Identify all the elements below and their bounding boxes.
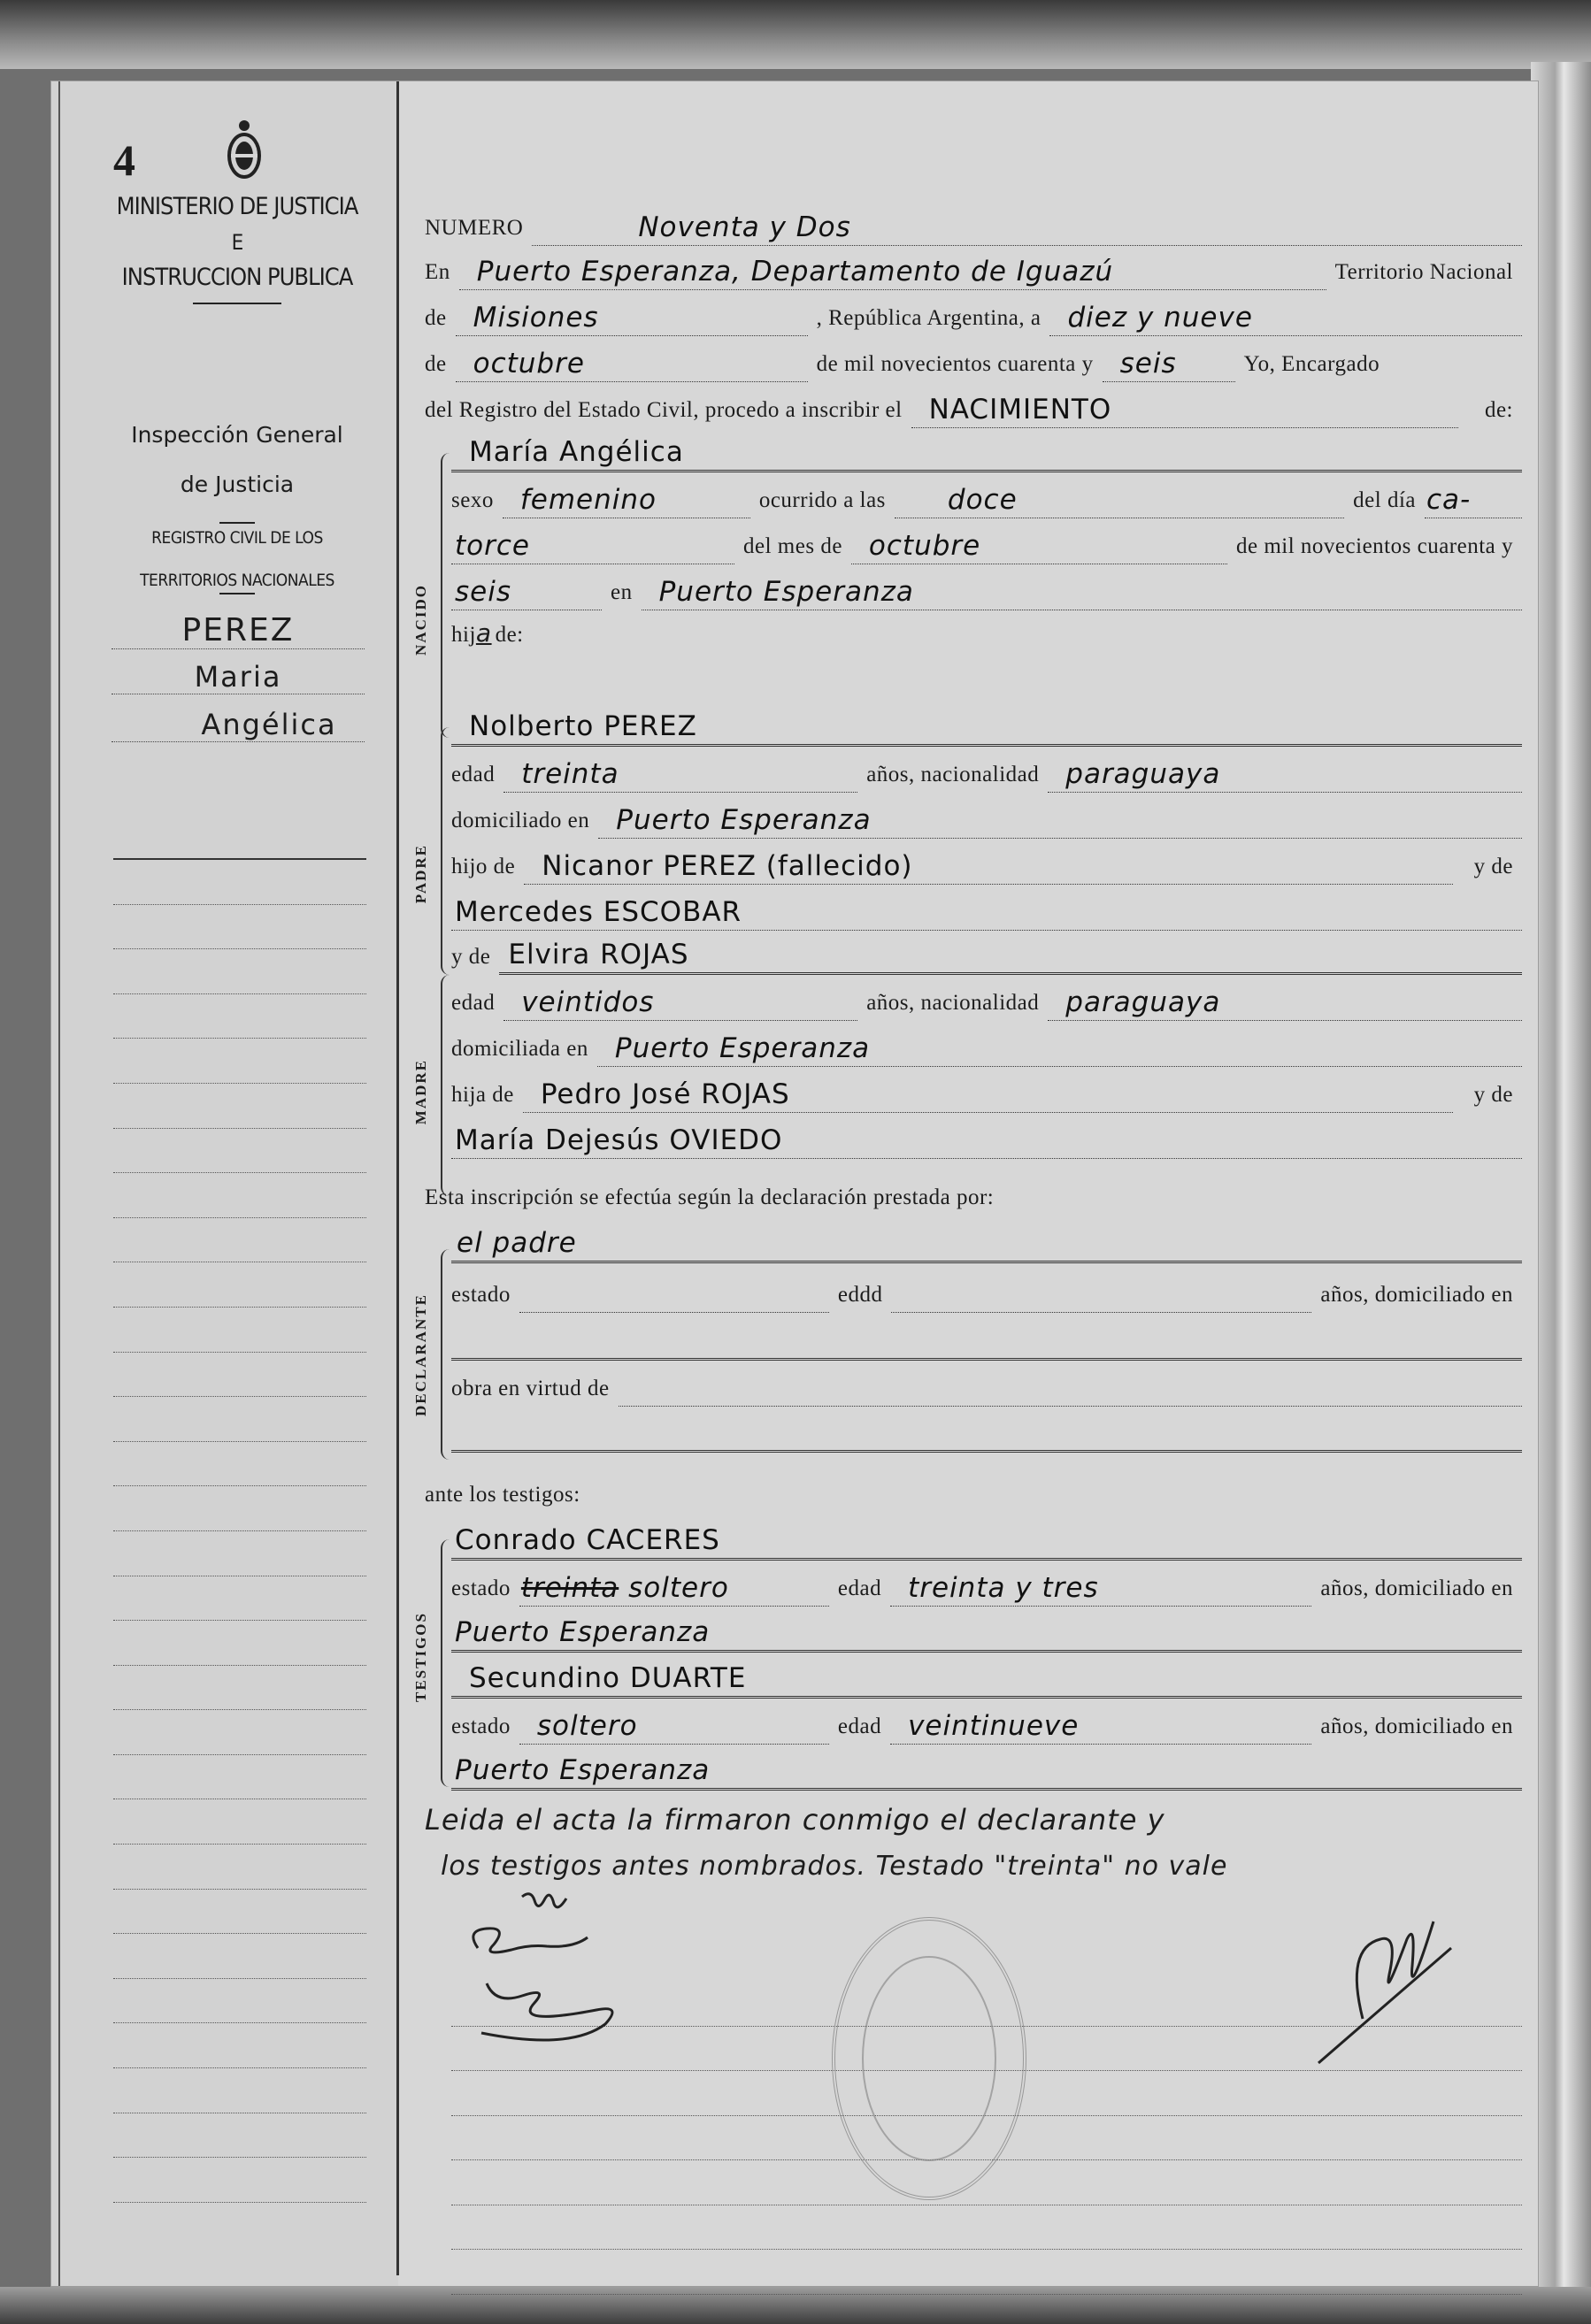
row-testigo2-estado	[425, 1704, 1522, 1745]
testigo2-estado-field[interactable]	[519, 1704, 829, 1745]
row-madre-edad	[425, 980, 1522, 1021]
ministry-line: MINISTERIO DE JUSTICIA	[116, 193, 358, 220]
row-padre-hijo-de	[425, 844, 1522, 885]
testigo2-edad-field[interactable]	[890, 1704, 1311, 1745]
en-label: En	[425, 260, 450, 284]
testigo1-domicilio-field[interactable]	[451, 1612, 1522, 1653]
dia-field-b[interactable]	[451, 524, 734, 564]
estado-label: estado	[451, 1576, 511, 1600]
hij-prefix: hij	[451, 623, 476, 647]
madre-domicilio-field[interactable]	[597, 1026, 1522, 1067]
margin-given-name-1: Maria	[111, 660, 365, 694]
row-mes-nac	[425, 524, 1522, 564]
en-lower-label: en	[611, 580, 633, 604]
madre-padre-field[interactable]	[523, 1072, 1453, 1113]
testigo2-nombre-field[interactable]	[451, 1658, 1522, 1699]
row-lugar	[425, 249, 1522, 290]
padre-domicilio-field[interactable]	[598, 798, 1522, 839]
row-inscripcion	[425, 1175, 1522, 1216]
row-testigo2-domicilio	[425, 1750, 1522, 1791]
testigo2-domicilio-field[interactable]	[451, 1750, 1522, 1791]
signatures-witnesses-icon	[451, 1886, 628, 2054]
padre-madre-value: Mercedes ESCOBAR	[455, 896, 742, 928]
testigo1-estado-field[interactable]	[519, 1566, 829, 1607]
row-sexo	[425, 478, 1522, 518]
official-seal-inner-ring	[862, 1956, 996, 2161]
mes-inscripcion-value: octubre	[473, 348, 585, 380]
madre-padre-value: Pedro José ROJAS	[540, 1078, 790, 1110]
edad-label: edad	[451, 991, 496, 1015]
dia-value-b: torce	[455, 530, 530, 562]
ministry-heading	[104, 189, 370, 313]
madre-nacionalidad-field[interactable]	[1048, 980, 1522, 1021]
yo-encargado-label: Yo, Encargado	[1243, 352, 1380, 376]
padre-padre-value: Nicanor PEREZ (fallecido)	[542, 850, 913, 882]
row-testigo1-estado	[425, 1566, 1522, 1607]
numero-value: Noventa y Dos	[638, 211, 851, 243]
declarante-value: el padre	[457, 1227, 577, 1259]
estado-label: estado	[451, 1714, 511, 1738]
y-de-label: y de	[1473, 1083, 1513, 1107]
row-ante-testigos	[425, 1472, 1522, 1513]
dia-value-a: ca-	[1426, 484, 1472, 516]
dia-inscripcion-value: diez y nueve	[1067, 302, 1253, 334]
inspeccion-line: Inspección General	[131, 422, 343, 448]
edad-label: edad	[451, 763, 496, 786]
mes-inscripcion-field[interactable]	[456, 341, 808, 382]
section-label-padre: PADRE	[412, 844, 429, 904]
row-padre-madre	[425, 890, 1522, 931]
row-declarante-estado	[425, 1272, 1522, 1313]
nacido-nombre-value: María Angélica	[469, 436, 684, 468]
madre-nombre-field[interactable]	[499, 934, 1522, 975]
coat-of-arms-icon	[224, 119, 265, 182]
madre-madre-value: María Dejesús OVIEDO	[455, 1124, 783, 1156]
anio-nac-value: seis	[455, 576, 511, 608]
inspeccion-heading	[104, 410, 370, 510]
hija-suffix-value: a	[475, 618, 492, 648]
del-dia-label: del día	[1353, 488, 1416, 512]
section-label-testigos: TESTIGOS	[412, 1612, 429, 1702]
nacido-nombre-field[interactable]	[451, 432, 1522, 472]
dia-field-a[interactable]	[1425, 478, 1522, 518]
testigo2-nombre-value: Secundino DUARTE	[469, 1662, 747, 1694]
mes-nac-field[interactable]	[851, 524, 1227, 564]
hija-de-label: de:	[495, 623, 524, 647]
declarante-edad-field[interactable]	[891, 1272, 1311, 1313]
inspeccion-line: de Justicia	[180, 472, 295, 497]
row-nacido-nombre	[425, 432, 1522, 472]
heading-rule	[193, 303, 281, 304]
territorio-value: Misiones	[473, 302, 599, 334]
registro-civil-label: del Registro del Estado Civil, procedo a inscribir el	[425, 398, 903, 422]
padre-padre-field[interactable]	[524, 844, 1452, 885]
testigo1-nombre-value: Conrado CACERES	[455, 1524, 720, 1556]
hijo-de-label: hijo de	[451, 855, 516, 878]
testigo2-edad-value: veintinueve	[908, 1710, 1080, 1742]
madre-nombre-value: Elvira ROJAS	[508, 939, 689, 970]
official-seal-icon	[832, 1917, 1026, 2200]
dia-inscripcion-field[interactable]	[1049, 295, 1522, 336]
anos-dom-label: años, domiciliado en	[1320, 1283, 1513, 1307]
territorio-field[interactable]	[456, 295, 808, 336]
obra-field[interactable]	[619, 1366, 1522, 1407]
closing-line-2: los testigos antes nombrados. Testado "treinta" no vale	[441, 1851, 1228, 1882]
anio-inscripcion-value: seis	[1119, 348, 1177, 380]
madre-nacionalidad-value: paraguaya	[1065, 986, 1221, 1018]
y-de-label: y de	[451, 945, 491, 969]
page-number: 4	[113, 135, 135, 185]
madre-edad-value: veintidos	[521, 986, 655, 1018]
padre-nombre-field[interactable]	[451, 706, 1522, 747]
sexo-label: sexo	[451, 488, 494, 512]
row-padre-nombre	[425, 706, 1522, 747]
madre-domicilio-value: Puerto Esperanza	[614, 1032, 871, 1064]
testigo1-estado-struck: treinta	[520, 1572, 619, 1604]
sexo-field[interactable]	[503, 478, 750, 518]
row-padre-domicilio	[425, 798, 1522, 839]
scan-top-edge	[0, 0, 1591, 69]
declarante-estado-field[interactable]	[519, 1272, 829, 1313]
row-obra-2	[425, 1412, 1522, 1453]
testigo1-estado-value: soltero	[628, 1572, 729, 1604]
padre-nacionalidad-field[interactable]	[1048, 752, 1522, 793]
hija-de2-label: hija de	[451, 1083, 514, 1107]
declarante-field[interactable]	[451, 1223, 1522, 1263]
anos-nac-label: años, nacionalidad	[866, 991, 1040, 1015]
birth-record-form	[412, 81, 1522, 2275]
estado-label: estado	[451, 1283, 511, 1307]
registro-line: TERRITORIOS NACIONALES	[140, 571, 334, 590]
edad-label: edad	[837, 1576, 882, 1600]
domiciliado-label: domiciliado en	[451, 809, 590, 832]
padre-edad-field[interactable]	[503, 752, 857, 793]
anos-dom-label: años, domiciliado en	[1320, 1576, 1513, 1600]
mes-nac-value: octubre	[868, 530, 981, 562]
row-testigo2-nombre	[425, 1658, 1522, 1699]
declarante-domicilio-field[interactable]	[451, 1320, 1522, 1361]
edad-label: edad	[837, 1714, 882, 1738]
registro-line: REGISTRO CIVIL DE LOS	[151, 528, 323, 548]
row-madre-nombre	[425, 934, 1522, 975]
ante-testigos-label: ante los testigos:	[425, 1483, 580, 1507]
de-label: de	[425, 352, 447, 376]
testigo1-domicilio-value: Puerto Esperanza	[455, 1616, 711, 1648]
numero-field[interactable]	[532, 205, 1522, 246]
anos-nac-label: años, nacionalidad	[866, 763, 1040, 786]
testigo2-domicilio-value: Puerto Esperanza	[455, 1754, 711, 1786]
sexo-value: femenino	[519, 484, 657, 516]
anos-dom-label: años, domiciliado en	[1320, 1714, 1513, 1738]
obra-field-2[interactable]	[451, 1412, 1522, 1453]
inscripcion-label: Esta inscripción se efectúa según la declaración prestada por:	[425, 1185, 995, 1209]
margin-blank-lines	[113, 860, 366, 2203]
registro-heading	[104, 522, 370, 594]
row-madre-hija-de	[425, 1072, 1522, 1113]
domiciliada-label: domiciliada en	[451, 1037, 588, 1061]
padre-nacionalidad-value: paraguaya	[1065, 758, 1221, 790]
republica-label: , República Argentina, a	[816, 306, 1041, 330]
section-label-declarante: DECLARANTE	[412, 1293, 429, 1417]
row-madre-madre	[425, 1118, 1522, 1159]
lugar-value: Puerto Esperanza, Departamento de Iguazú	[476, 256, 1114, 288]
eddd-label: eddd	[837, 1283, 883, 1307]
row-declarante-domicilio	[425, 1320, 1522, 1361]
margin-given-name-2: Angélica	[111, 708, 365, 742]
hora-value: doce	[947, 484, 1018, 516]
anio-inscripcion-field[interactable]	[1103, 341, 1235, 382]
padre-nombre-value: Nolberto PEREZ	[469, 710, 697, 742]
y-de-label: y de	[1473, 855, 1513, 878]
closing-line-1: Leida el acta la firmaron conmigo el declarante y	[425, 1803, 1165, 1837]
row-testigo1-nombre	[425, 1520, 1522, 1561]
testigo1-edad-value: treinta y tres	[908, 1572, 1099, 1604]
book-page-edge	[1531, 62, 1591, 2291]
row-hija	[425, 612, 1522, 653]
padre-domicilio-value: Puerto Esperanza	[616, 804, 872, 836]
ministry-line: INSTRUCCION PUBLICA	[121, 264, 353, 291]
ministry-line: E	[231, 230, 243, 255]
obra-label: obra en virtud de	[451, 1377, 610, 1400]
testigo1-edad-field[interactable]	[890, 1566, 1311, 1607]
row-territorio	[425, 295, 1522, 336]
de-label: de	[425, 306, 447, 330]
padre-madre-field[interactable]	[451, 890, 1522, 931]
numero-label: NUMERO	[425, 216, 524, 240]
testigo2-estado-value: soltero	[536, 1710, 638, 1742]
row-declarante	[425, 1223, 1522, 1263]
row-numero	[425, 205, 1522, 246]
de-mil-label: de mil novecientos cuarenta y	[816, 352, 1094, 376]
testigo1-nombre-field[interactable]	[451, 1520, 1522, 1561]
madre-edad-field[interactable]	[503, 980, 857, 1021]
padre-edad-value: treinta	[521, 758, 619, 790]
de-colon-label: de:	[1484, 398, 1513, 422]
territorio-label: Territorio Nacional	[1334, 260, 1513, 284]
row-madre-domicilio	[425, 1026, 1522, 1067]
row-testigo1-domicilio	[425, 1612, 1522, 1653]
row-obra	[425, 1366, 1522, 1407]
section-label-madre: MADRE	[412, 1059, 429, 1125]
row-registro	[425, 387, 1522, 428]
hora-field[interactable]	[895, 478, 1344, 518]
lugar-field[interactable]	[459, 249, 1326, 290]
page-binding-line	[58, 81, 60, 2286]
signature-officer-icon	[1310, 1904, 1478, 2072]
lugar-nac-value: Puerto Esperanza	[658, 576, 914, 608]
ocurrido-label: ocurrido a las	[758, 488, 886, 512]
section-label-nacido: NACIDO	[412, 584, 429, 656]
margin-surname: PEREZ	[111, 612, 365, 649]
anio-nac-field[interactable]	[451, 570, 602, 610]
row-padre-edad	[425, 752, 1522, 793]
tipo-field[interactable]	[911, 387, 1458, 428]
row-lugar-nac	[425, 570, 1522, 610]
lugar-nac-field[interactable]	[642, 570, 1522, 610]
column-divider	[396, 81, 399, 2275]
de-mil-y-label: de mil novecientos cuarenta y	[1236, 534, 1513, 558]
madre-madre-field[interactable]	[451, 1118, 1522, 1159]
tipo-value: NACIMIENTO	[928, 394, 1112, 426]
del-mes-label: del mes de	[743, 534, 842, 558]
row-mes	[425, 341, 1522, 382]
register-page	[51, 81, 1538, 2286]
